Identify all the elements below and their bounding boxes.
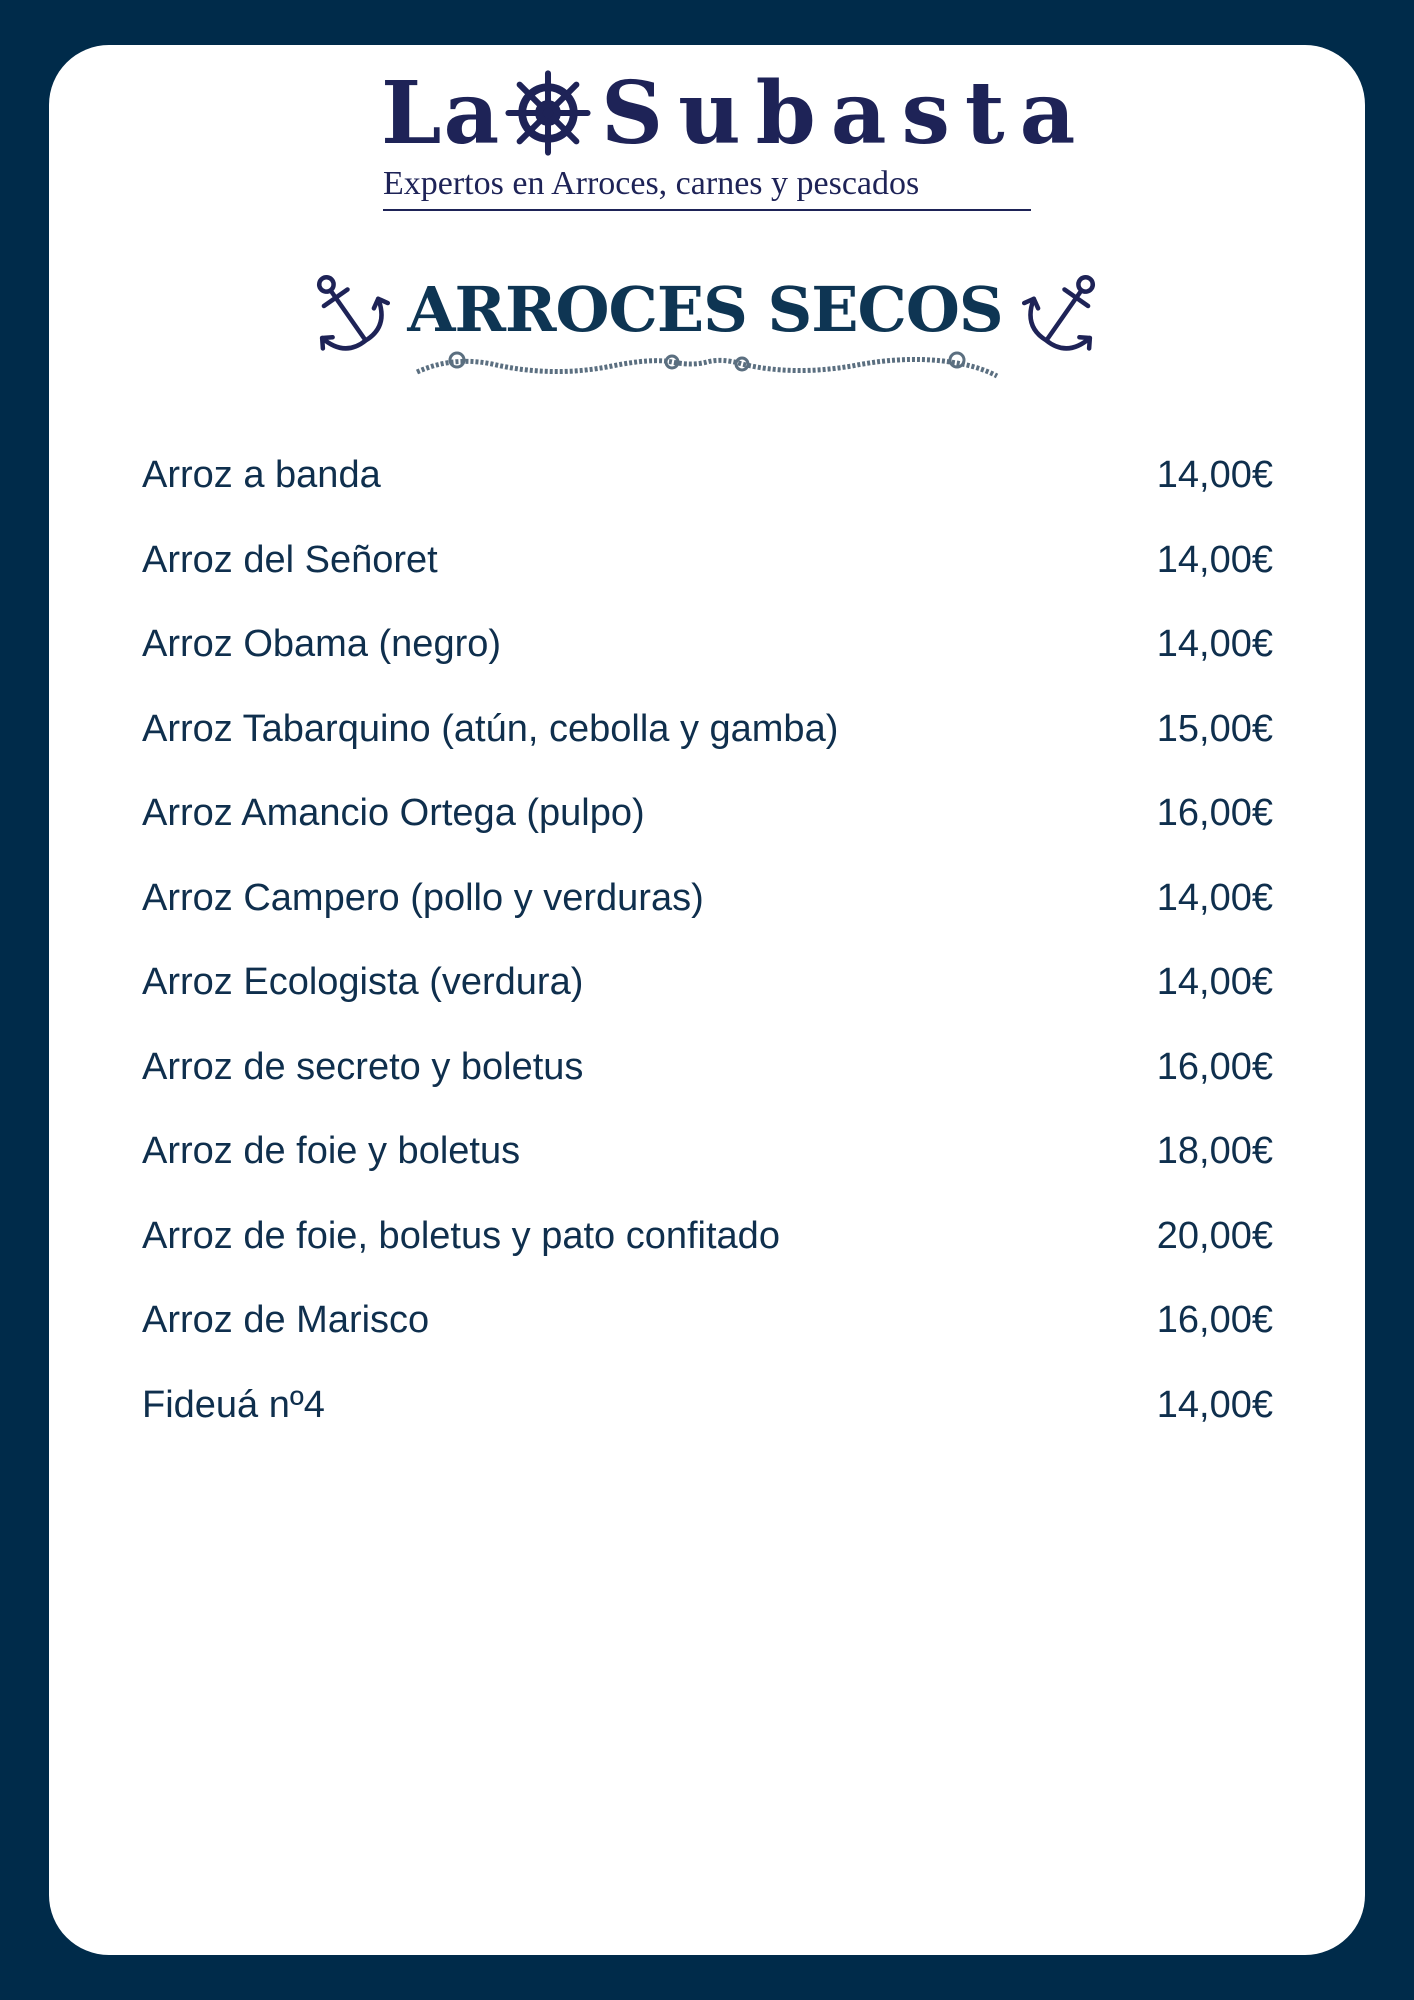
section-title: ARROCES SECOS bbox=[407, 273, 1003, 346]
menu-item bbox=[142, 694, 1273, 779]
menu-item-name: Arroz Tabarquino (atún, cebolla y gamba) bbox=[142, 707, 839, 750]
menu-item-price: 14,00€ bbox=[1156, 623, 1273, 665]
logo-underline bbox=[383, 209, 1031, 211]
menu-item-price: 14,00€ bbox=[1156, 538, 1273, 581]
logo-tagline: Expertos en Arroces, carnes y pescados bbox=[383, 165, 920, 202]
menu-item-price: 14,00€ bbox=[1156, 454, 1273, 496]
menu-item bbox=[142, 525, 1273, 610]
menu-list bbox=[142, 440, 1273, 1454]
menu-item bbox=[142, 609, 1273, 694]
menu-item-name: Arroz de foie y boletus bbox=[142, 1130, 521, 1172]
menu-item-price: 14,00€ bbox=[1156, 961, 1273, 1003]
anchor-icon bbox=[300, 266, 390, 356]
menu-item-name: Arroz de foie, boletus y pato confitado bbox=[142, 1214, 780, 1257]
menu-item-price: 14,00€ bbox=[1156, 1383, 1273, 1426]
ship-wheel-icon bbox=[505, 70, 591, 156]
menu-item-price: 16,00€ bbox=[1156, 1045, 1273, 1088]
menu-item bbox=[142, 1032, 1273, 1117]
menu-item bbox=[142, 1285, 1273, 1370]
menu-item bbox=[142, 440, 1273, 525]
menu-item-name: Arroz Campero (pollo y verduras) bbox=[142, 876, 704, 919]
menu-item-price: 15,00€ bbox=[1156, 707, 1273, 750]
rope-icon bbox=[412, 346, 1002, 380]
menu-item-name: Arroz de secreto y boletus bbox=[142, 1045, 584, 1088]
menu-item bbox=[142, 947, 1273, 1032]
menu-item bbox=[142, 863, 1273, 948]
menu-item-price: 16,00€ bbox=[1156, 792, 1273, 834]
menu-item-name: Arroz Obama (negro) bbox=[142, 623, 502, 665]
menu-item-name: Arroz a banda bbox=[142, 454, 381, 496]
menu-item-name: Arroz de Marisco bbox=[142, 1299, 430, 1341]
menu-item-name: Arroz Amancio Ortega (pulpo) bbox=[142, 792, 645, 834]
menu-item-price: 14,00€ bbox=[1156, 876, 1273, 919]
restaurant-logo bbox=[381, 63, 1091, 214]
menu-item-price: 20,00€ bbox=[1156, 1214, 1273, 1257]
anchor-icon bbox=[1022, 266, 1112, 356]
menu-item bbox=[142, 1116, 1273, 1201]
menu-item bbox=[142, 1370, 1273, 1455]
menu-item-price: 16,00€ bbox=[1156, 1299, 1273, 1341]
menu-item-name: Fideuá nº4 bbox=[142, 1383, 325, 1426]
menu-item-name: Arroz Ecologista (verdura) bbox=[142, 961, 584, 1003]
menu-item bbox=[142, 1201, 1273, 1286]
menu-item bbox=[142, 778, 1273, 863]
logo-name-left: La bbox=[381, 63, 502, 164]
logo-name-right: Subasta bbox=[601, 63, 1091, 164]
menu-item-price: 18,00€ bbox=[1156, 1130, 1273, 1172]
menu-item-name: Arroz del Señoret bbox=[142, 538, 438, 581]
